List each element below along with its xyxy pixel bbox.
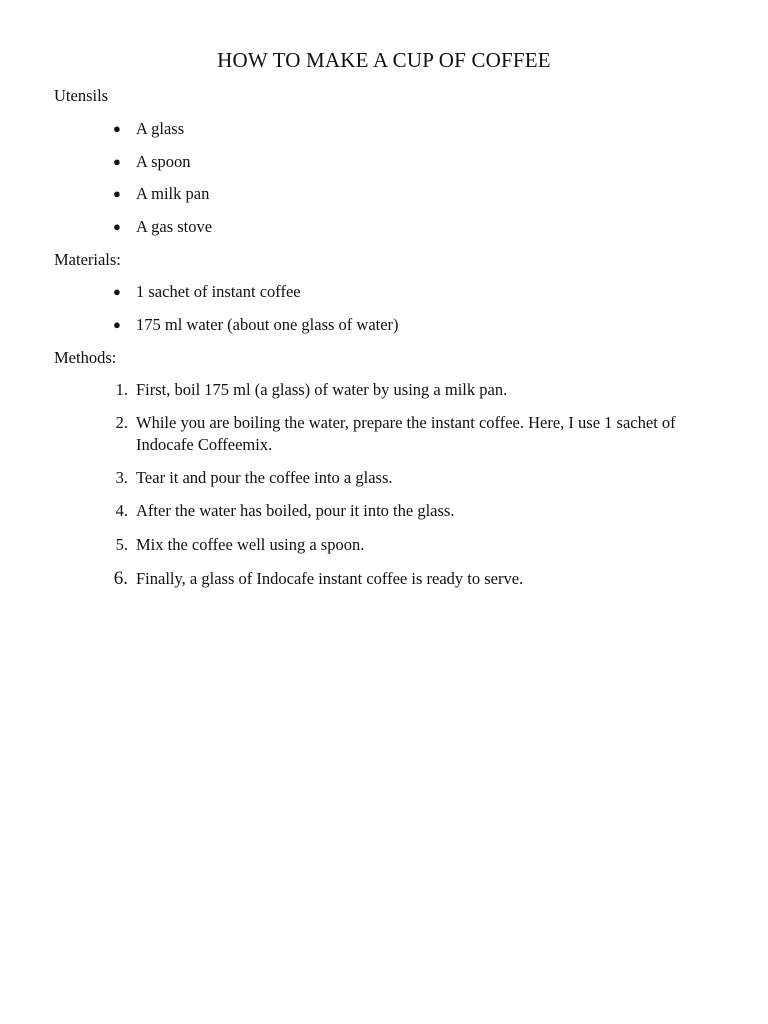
bullet-icon: ●: [113, 186, 121, 201]
step-number: 1.: [115, 380, 128, 399]
utensil-item-text: A glass: [136, 119, 185, 138]
step-text: Finally, a glass of Indocafe instant coffee is ready to serve.: [136, 569, 524, 588]
step-text: Mix the coffee well using a spoon.: [136, 535, 365, 554]
material-item-text: 1 sachet of instant coffee: [136, 282, 301, 301]
step-number: 3.: [115, 468, 128, 487]
material-item-text: 175 ml water (about one glass of water): [136, 315, 399, 334]
step-number: 4.: [115, 501, 128, 520]
utensil-item-text: A gas stove: [136, 217, 213, 236]
utensils-heading: Utensils: [54, 86, 109, 105]
bullet-icon: ●: [113, 121, 121, 136]
step-number: 6.: [113, 568, 128, 589]
utensil-item-text: A milk pan: [136, 184, 210, 203]
step-text: Tear it and pour the coffee into a glass.: [136, 468, 393, 487]
step-text: While you are boiling the water, prepare the instant coffee. Here, I use 1 sachet of Indocafe Coffeemix.: [136, 413, 676, 454]
bullet-icon: ●: [113, 219, 121, 234]
document-title: HOW TO MAKE A CUP OF COFFEE: [217, 48, 551, 72]
step-number: 2.: [115, 413, 128, 432]
step-text: After the water has boiled, pour it into the glass.: [136, 501, 455, 520]
step-number: 5.: [115, 535, 128, 554]
step-text: First, boil 175 ml (a glass) of water by using a milk pan.: [136, 380, 508, 399]
materials-heading: Materials:: [54, 250, 121, 269]
bullet-icon: ●: [113, 317, 121, 332]
bullet-icon: ●: [113, 154, 121, 169]
utensil-item-text: A spoon: [136, 152, 191, 171]
methods-heading: Methods:: [54, 348, 117, 367]
bullet-icon: ●: [113, 284, 121, 299]
